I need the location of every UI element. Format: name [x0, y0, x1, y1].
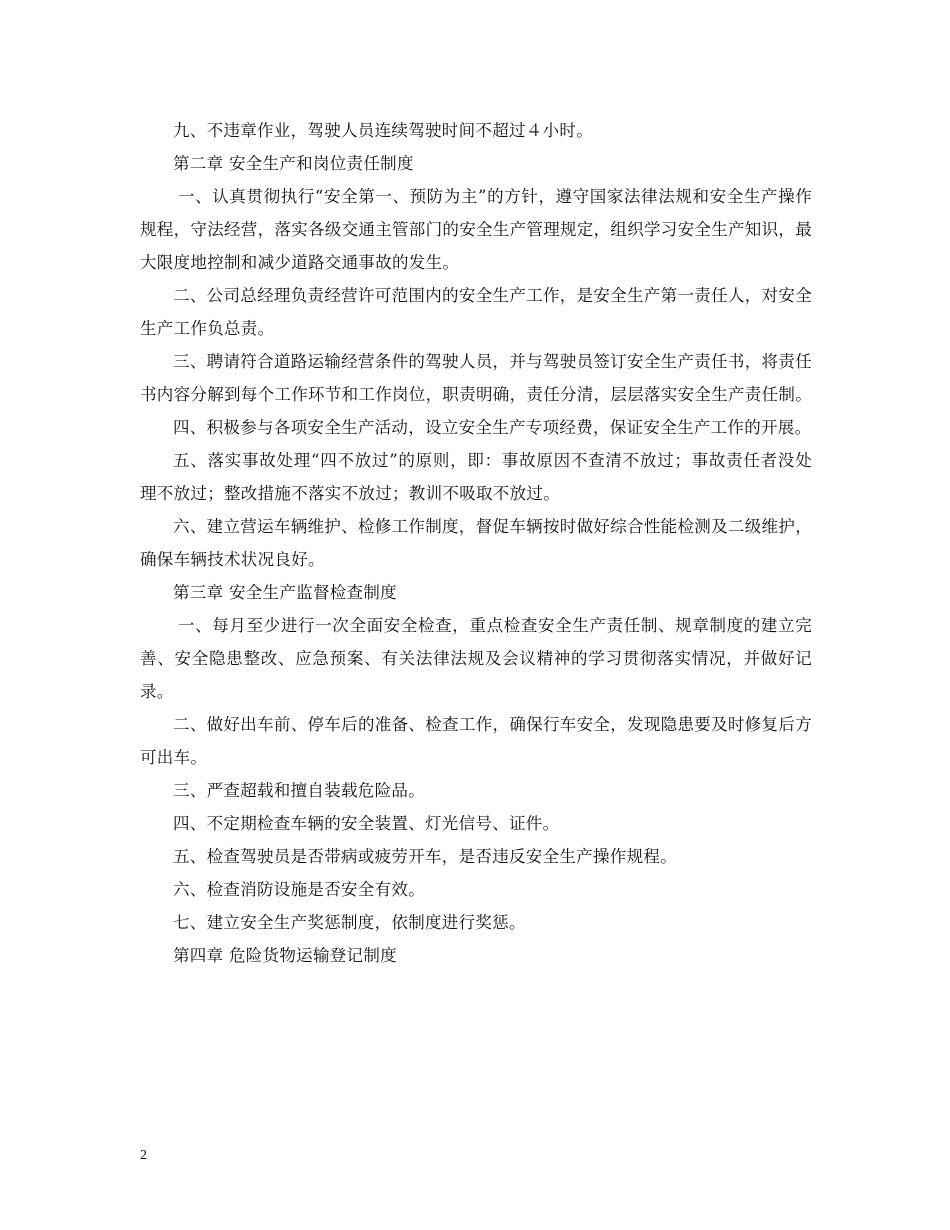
- chapter-3-item-7: 七、建立安全生产奖惩制度，依制度进行奖惩。: [173, 913, 526, 932]
- chapter-4-heading: 第四章 危险货物运输登记制度: [173, 946, 397, 965]
- chapter-3-item-4: 四、不定期检查车辆的安全装置、灯光信号、证件。: [173, 814, 560, 833]
- chapter-3-item-6: 六、检查消防设施是否安全有效。: [173, 880, 425, 899]
- chapter-3-item-3: 三、严查超载和擅自装载危险品。: [173, 781, 425, 800]
- chapter-3-item-2: 二、做好出车前、停车后的准备、检查工作，确保行车安全，发现隐患要及时修复后方可出车。: [140, 715, 812, 767]
- chapter-2-item-1: 一、认真贯彻执行“安全第一、预防为主”的方针，遵守国家法律法规和安全生产操作规程，守法经营，落实各级交通主管部门的安全生产管理规定，组织学习安全生产知识，最大限度地控制和减少道路交通事故的发生。: [140, 187, 812, 272]
- page-number: 2: [140, 1148, 147, 1163]
- chapter-3-item-1: 一、每月至少进行一次全面安全检查，重点检查安全生产责任制、规章制度的建立完善、安全隐患整改、应急预案、有关法律法规及会议精神的学习贯彻落实情况，并做好记录。: [140, 616, 812, 701]
- chapter-2-item-4: 四、积极参与各项安全生产活动，设立安全生产专项经费，保证安全生产工作的开展。: [173, 418, 812, 437]
- chapter-2-item-6: 六、建立营运车辆维护、检修工作制度，督促车辆按时做好综合性能检测及二级维护，确保车辆技术状况良好。: [140, 517, 812, 569]
- chapter-2-item-5: 五、落实事故处理“四不放过”的原则，即：事故原因不查清不放过；事故责任者没处理不放过；整改措施不落实不放过；教训不吸取不放过。: [140, 451, 812, 503]
- chapter-2-item-3: 三、聘请符合道路运输经营条件的驾驶人员，并与驾驶员签订安全生产责任书，将责任书内容分解到每个工作环节和工作岗位，职责明确，责任分清，层层落实安全生产责任制。: [140, 352, 812, 404]
- paragraph-item-9: 九、不违章作业，驾驶人员连续驾驶时间不超过４小时。: [173, 121, 593, 140]
- document-body: [140, 114, 812, 972]
- chapter-2-item-2: 二、公司总经理负责经营许可范围内的安全生产工作，是安全生产第一责任人，对安全生产工作负总责。: [140, 286, 812, 338]
- chapter-2-heading: 第二章 安全生产和岗位责任制度: [173, 154, 414, 173]
- chapter-3-heading: 第三章 安全生产监督检查制度: [173, 583, 397, 602]
- chapter-3-item-5: 五、检查驾驶员是否带病或疲劳开车，是否违反安全生产操作规程。: [173, 847, 677, 866]
